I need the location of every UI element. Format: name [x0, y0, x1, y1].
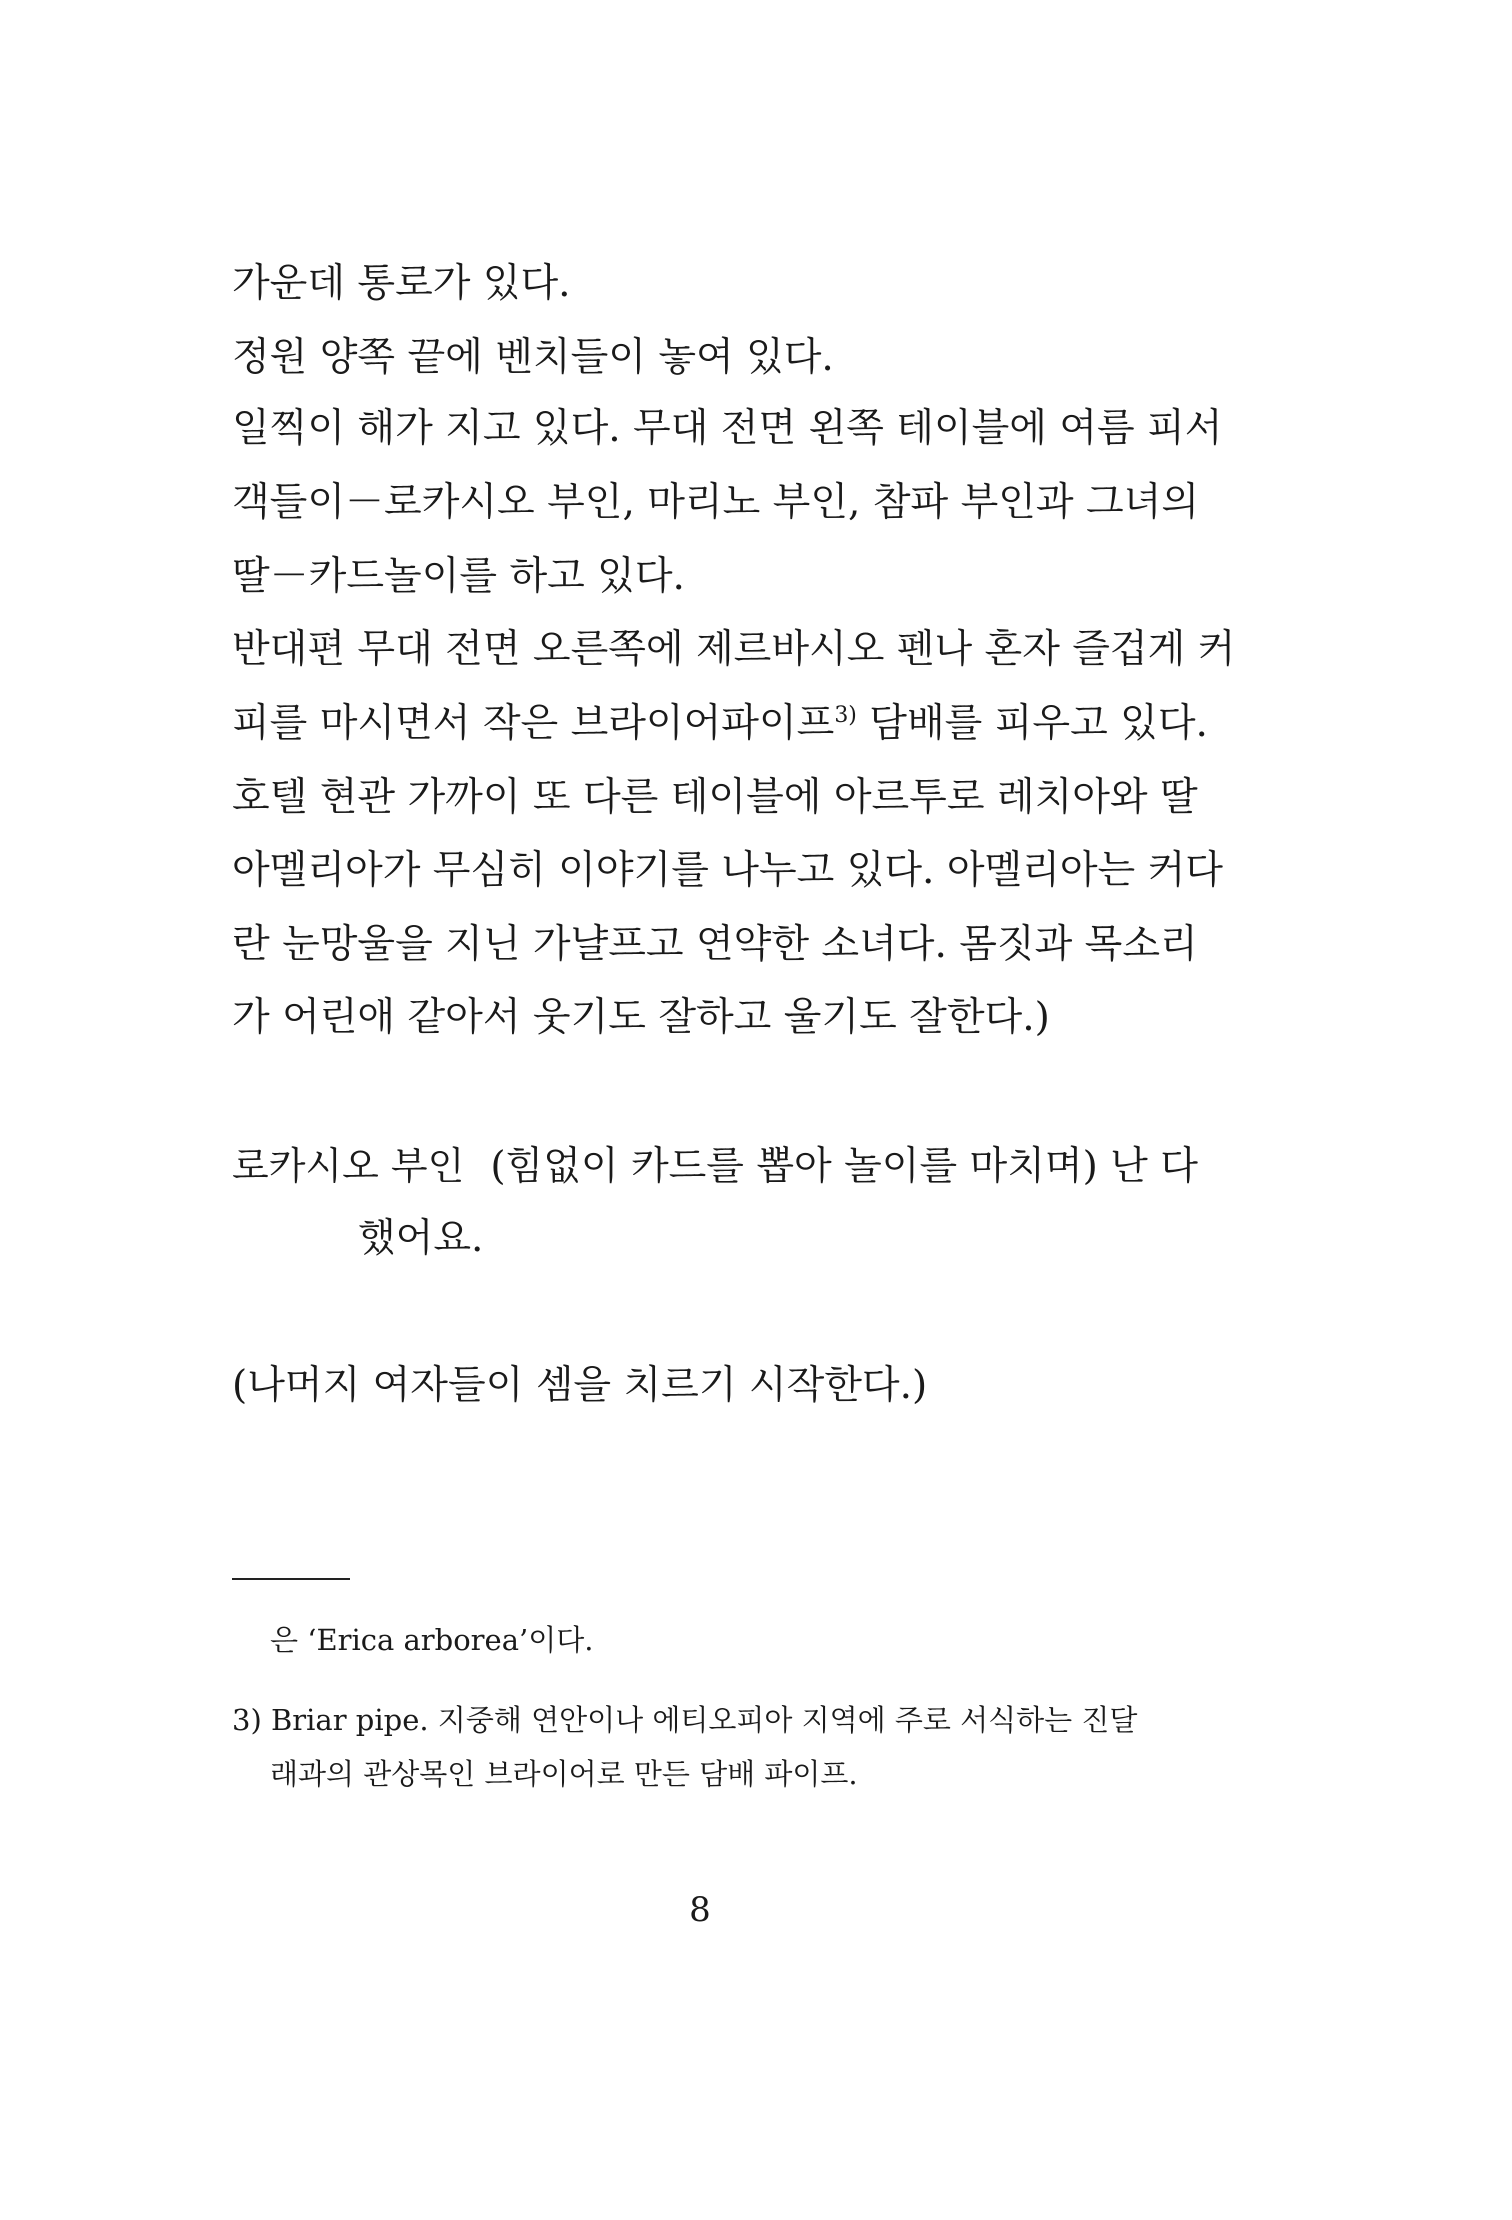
dialogue-line-2: 했어요.: [358, 1216, 484, 1261]
body-line-1: 가운데 통로가 있다.: [232, 261, 571, 306]
page-number: 8: [689, 1890, 711, 1930]
body-line-8: 호텔 현관 가까이 또 다른 테이블에 아르투로 레치아와 딸: [232, 775, 1198, 820]
body-line-4: 객들이－로카시오 부인, 마리노 부인, 참파 부인과 그녀의: [232, 480, 1200, 525]
body-line-9: 아멜리아가 무심히 이야기를 나누고 있다. 아멜리아는 커다: [232, 848, 1223, 893]
body-line-2: 정원 양쪽 끝에 벤치들이 놓여 있다.: [232, 335, 834, 380]
body-line-6: 반대편 무대 전면 오른쪽에 제르바시오 펜나 혼자 즐겁게 커: [232, 627, 1236, 672]
body-line-11: 가 어린애 같아서 웃기도 잘하고 울기도 잘한다.): [232, 995, 1050, 1040]
dialogue-text-1: (힘없이 카드를 뽑아 놀이를 마치며) 난 다: [490, 1144, 1198, 1189]
footnote-3-line-1: 3) Briar pipe. 지중해 연안이나 에티오피아 지역에 주로 서식하는 진달: [232, 1703, 1138, 1737]
dialogue-line-1: [232, 1140, 1198, 1193]
speaker-name: 로카시오 부인: [232, 1144, 465, 1188]
body-line-7-after: 담배를 피우고 있다.: [856, 701, 1208, 746]
footnote-continued: 은 ‘Erica arborea’이다.: [270, 1623, 594, 1657]
footnote-divider: [232, 1578, 350, 1580]
body-line-7: [232, 698, 1208, 750]
body-line-10: 란 눈망울을 지닌 가냘프고 연약한 소녀다. 몸짓과 목소리: [232, 922, 1198, 967]
body-line-5: 딸－카드놀이를 하고 있다.: [232, 554, 685, 599]
footnote-3-line-2: 래과의 관상목인 브라이어로 만든 담배 파이프.: [270, 1757, 858, 1791]
footnote-ref-3: 3): [834, 703, 857, 728]
body-line-7-before: 피를 마시면서 작은 브라이어파이프: [232, 701, 835, 746]
body-line-3: 일찍이 해가 지고 있다. 무대 전면 왼쪽 테이블에 여름 피서: [232, 406, 1223, 451]
stage-direction: (나머지 여자들이 셈을 치르기 시작한다.): [232, 1363, 928, 1408]
